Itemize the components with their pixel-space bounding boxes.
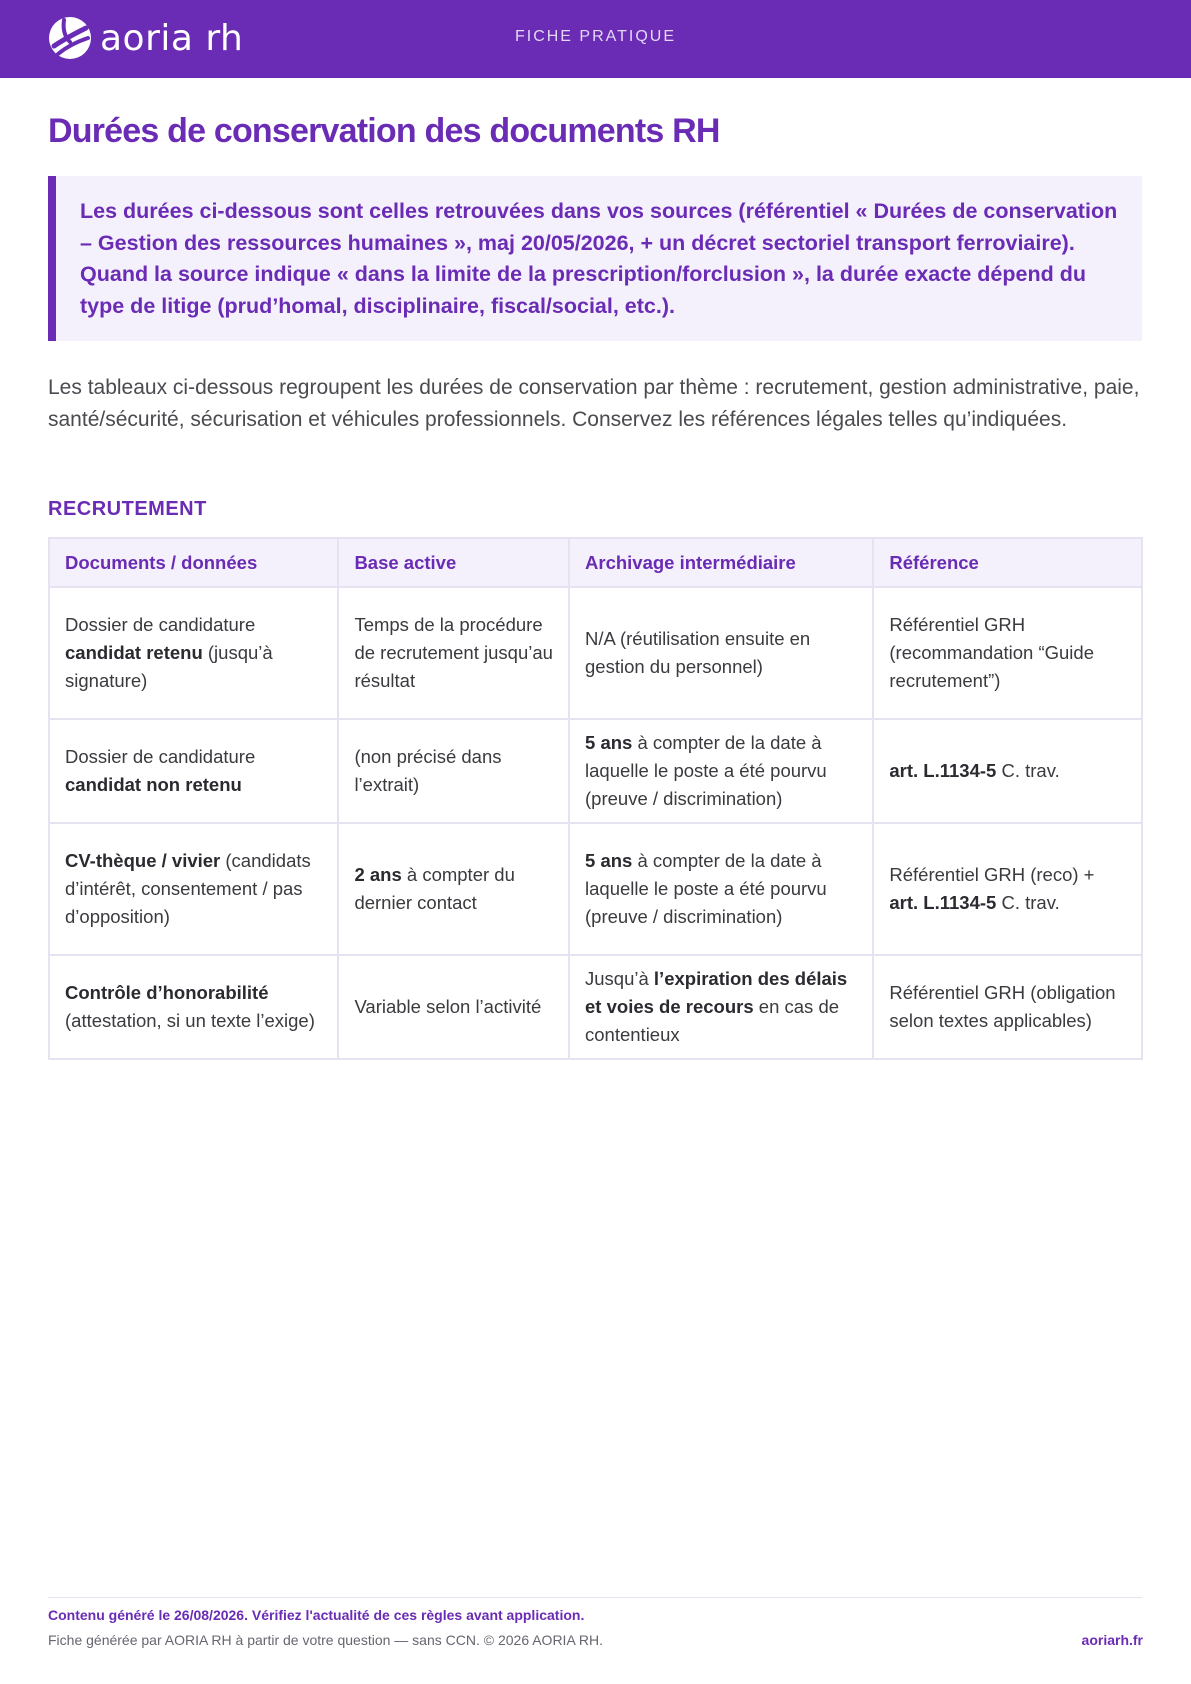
- cell-text: C. trav.: [996, 760, 1060, 781]
- emphasis-text: l’expiration des délais et voies de recours: [585, 968, 848, 1017]
- table-row: [49, 955, 1142, 1059]
- table-cell: [873, 719, 1142, 823]
- table-cell: [569, 955, 873, 1059]
- table-cell: [873, 587, 1142, 719]
- table-header-row: [49, 538, 1142, 587]
- cell-text: (jusqu’à signature): [65, 642, 273, 691]
- intro-paragraph: Les tableaux ci-dessous regroupent les durées de conservation par thème : recrutement, gestion administrative, paie, santé/sécurité, sécurisation et véhicules professionnels. Conservez les références légales telles qu’indiquées.: [48, 376, 1140, 431]
- emphasis-text: art. L.1134-5: [889, 892, 997, 913]
- footer-credit: Fiche générée par AORIA RH à partir de votre question — sans CCN. © 2026 AORIA RH.: [48, 1632, 604, 1648]
- footer-site-link[interactable]: aoriarh.fr: [1081, 1632, 1143, 1648]
- table-row: [49, 587, 1142, 719]
- emphasis-text: 2 ans: [354, 864, 402, 885]
- emphasis-text: CV-thèque / vivier: [65, 850, 221, 871]
- table-row: [49, 719, 1142, 823]
- cell-text: N/A (réutilisation ensuite en gestion du personnel): [585, 628, 811, 677]
- column-header: Documents / données: [49, 538, 338, 587]
- section-title: RECRUTEMENT: [48, 498, 207, 520]
- column-header: Base active: [338, 538, 569, 587]
- cell-text: (candidats d’intérêt, consentement / pas d’opposition): [65, 850, 311, 927]
- table-cell: [873, 955, 1142, 1059]
- cell-text: Jusqu’à: [585, 968, 654, 989]
- footer-generated-note: Contenu généré le 26/08/2026. Vérifiez l'actualité de ces règles avant application.: [48, 1607, 585, 1623]
- table-cell: [338, 955, 569, 1059]
- emphasis-text: candidat non retenu: [65, 774, 242, 795]
- cell-text: Référentiel GRH (obligation selon textes applicables): [889, 982, 1116, 1031]
- table-cell: [338, 719, 569, 823]
- table-body: [49, 587, 1142, 1059]
- page-title: Durées de conservation des documents RH: [48, 112, 720, 150]
- emphasis-text: candidat retenu: [65, 642, 203, 663]
- cell-text: (non précisé dans l’extrait): [354, 746, 502, 795]
- table-cell: [49, 719, 338, 823]
- cell-text: à compter de la date à laquelle le poste a été pourvu (preuve / discrimination): [585, 850, 827, 927]
- cell-text: Variable selon l’activité: [354, 996, 542, 1017]
- cell-text: Dossier de candidature: [65, 746, 256, 767]
- column-header: Archivage intermédiaire: [569, 538, 873, 587]
- emphasis-text: Contrôle d’honorabilité: [65, 982, 269, 1003]
- header-bar: [0, 0, 1191, 78]
- cell-text: Référentiel GRH (recommandation “Guide recrutement”): [889, 614, 1094, 691]
- cell-text: (attestation, si un texte l’exige): [65, 1010, 315, 1031]
- table-cell: [569, 587, 873, 719]
- cell-text: Référentiel GRH (reco) +: [889, 864, 1095, 885]
- footer-divider: [48, 1597, 1142, 1598]
- table-cell: [569, 719, 873, 823]
- cell-text: à compter de la date à laquelle le poste a été pourvu (preuve / discrimination): [585, 732, 827, 809]
- callout-text: Les durées ci-dessous sont celles retrouvées dans vos sources (référentiel « Durées de conservation – Gestion des ressources humaines », maj 20/05/2026, + un décret sectoriel transport ferroviaire). Quand la source indique « dans la limite de la prescription/forclusion », la durée exacte dépend du type de litige (prud’homal, disciplinaire, fiscal/social, etc.).: [80, 199, 1118, 318]
- cell-text: en cas de contentieux: [585, 996, 840, 1045]
- table-cell: [338, 587, 569, 719]
- logo-text: aoria rh: [100, 17, 244, 59]
- table-cell: [569, 823, 873, 955]
- cell-text: C. trav.: [996, 892, 1060, 913]
- table-cell: [49, 587, 338, 719]
- column-header: Référence: [873, 538, 1142, 587]
- info-callout: [48, 176, 1142, 341]
- cell-text: Temps de la procédure de recrutement jusqu’au résultat: [354, 614, 553, 691]
- emphasis-text: 5 ans: [585, 732, 633, 753]
- emphasis-text: art. L.1134-5: [889, 760, 997, 781]
- retention-table: [48, 537, 1143, 1060]
- table-cell: [49, 955, 338, 1059]
- table-cell: [49, 823, 338, 955]
- table-row: [49, 823, 1142, 955]
- table-cell: [338, 823, 569, 955]
- cell-text: Dossier de candidature: [65, 614, 256, 635]
- emphasis-text: 5 ans: [585, 850, 633, 871]
- cell-text: à compter du dernier contact: [354, 864, 515, 913]
- table-cell: [873, 823, 1142, 955]
- document-type-label: FICHE PRATIQUE: [514, 28, 677, 45]
